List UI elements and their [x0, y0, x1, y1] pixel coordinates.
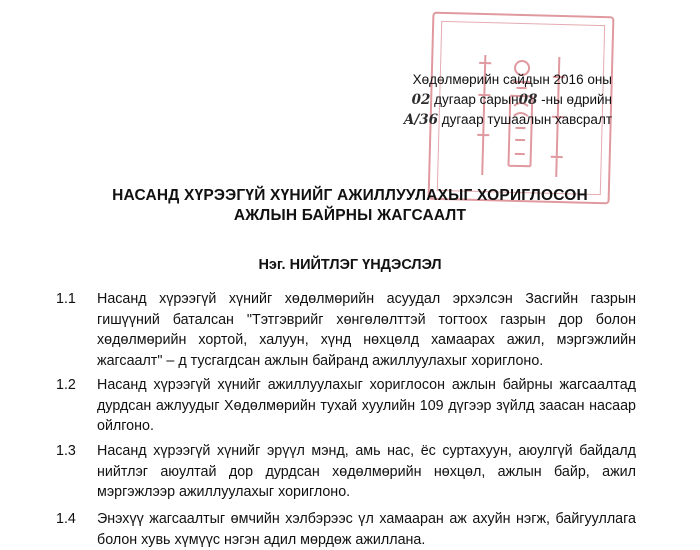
- appendix-line-2-mid: дугаар сарын: [430, 92, 518, 107]
- section-heading: [180, 257, 520, 273]
- handwritten-order-number: A/36: [404, 112, 438, 128]
- handwritten-day: 08: [519, 92, 538, 108]
- section-number: Нэг.: [258, 257, 285, 273]
- clause-line: жагсаалт" – д тусгагдсан ажлын байранд ажиллуулахыг хориглоно.: [97, 351, 636, 372]
- handwritten-month: 02: [412, 92, 431, 108]
- clause-text: [97, 441, 636, 503]
- appendix-line-3-end: дугаар тушаалын хавсралт: [438, 112, 612, 127]
- appendix-line-2: [380, 90, 612, 111]
- clause-text: [97, 289, 636, 371]
- clause-text: [97, 375, 636, 437]
- clause-line: мэргэжлээр ажиллуулахыг хориглоно.: [97, 482, 636, 503]
- clause-line: Насанд хүрээгүй хүнийг эрүүл мэнд, амь нас, ёс суртахуун, аюулгүй байдалд: [97, 441, 636, 462]
- document-title-line-2: АЖЛЫН БАЙРНЫ ЖАГСААЛТ: [100, 206, 600, 226]
- clause-line: дурдсан ажлуудыг Хөдөлмөрийн тухай хуулийн 109 дүгээр зүйлд заасан насаар: [97, 396, 636, 417]
- clause-number: 1.2: [56, 375, 86, 396]
- clause-line: Насанд хүрээгүй хүнийг хөдөлмөрийн асуудал эрхэлсэн Засгийн газрын: [97, 289, 636, 310]
- clause-number: 1.4: [56, 509, 86, 530]
- clause-line: хөдөлмөрийн хортой, халуун, хүнд нөхцөлд хамаарах ажил, мэргэжлийн: [97, 330, 636, 351]
- appendix-reference-note: [380, 70, 612, 131]
- clause-line: гишүүний баталсан "Тэтгэврийг хөнгөлөлттэй тогтоох газрын дор болон: [97, 310, 636, 331]
- document-title-line-1: НАСАНД ХҮРЭЭГҮЙ ХҮНИЙГ АЖИЛЛУУЛАХЫГ ХОРИГЛОСОН: [100, 186, 600, 206]
- document-title: [100, 186, 600, 226]
- clause-line: болон хувь хүмүүс нэгэн адил мөрдөж ажиллана.: [97, 530, 636, 550]
- section-title: НИЙТЛЭГ ҮНДЭСЛЭЛ: [286, 257, 442, 273]
- clause-line: нийтлэг аюултай дор дурдсан хөдөлмөрийн нөхцөл, ажлын байр, ажил: [97, 462, 636, 483]
- clause-line: Энэхүү жагсаалтыг өмчийн хэлбэрээс үл хамааран аж ахуйн нэгж, байгууллага: [97, 509, 636, 530]
- appendix-line-2-end: -ны өдрийн: [537, 92, 612, 107]
- clause-number: 1.1: [56, 289, 86, 310]
- clause-number: 1.3: [56, 441, 86, 462]
- appendix-line-3: [380, 110, 612, 131]
- clause-line: ойлгоно.: [97, 416, 636, 437]
- appendix-line-1: Хөдөлмөрийн сайдын 2016 оны: [380, 70, 612, 90]
- clause-line: Насанд хүрээгүй хүнийг ажиллуулахыг хориглосон ажлын байрны жагсаалтад: [97, 375, 636, 396]
